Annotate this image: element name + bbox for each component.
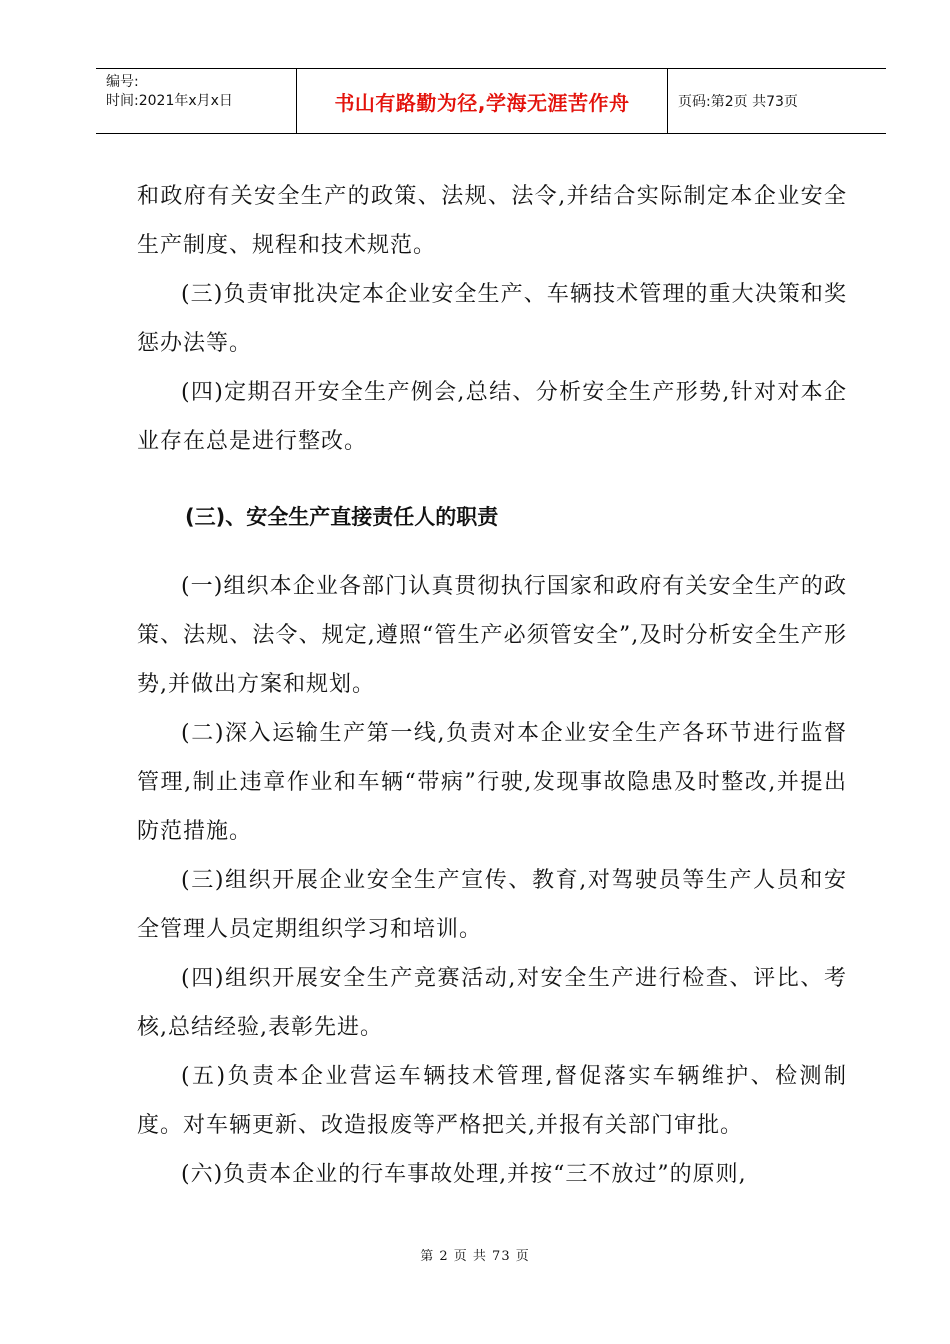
body-paragraph: (四)组织开展安全生产竞赛活动,对安全生产进行检查、评比、考核,总结经验,表彰先进。 bbox=[137, 966, 847, 1040]
document-number-label: 编号: bbox=[106, 74, 139, 90]
header-meta bbox=[96, 69, 296, 133]
body-paragraph: (二)深入运输生产第一线,负责对本企业安全生产各环节进行监督管理,制止违章作业和车辆“带病”行驶,发现事故隐患及时整改,并提出防范措施。 bbox=[137, 721, 847, 844]
body-paragraph: (五)负责本企业营运车辆技术管理,督促落实车辆维护、检测制度。对车辆更新、改造报废等严格把关,并报有关部门审批。 bbox=[137, 1064, 847, 1138]
document-header bbox=[96, 68, 886, 134]
document-body bbox=[137, 172, 847, 1199]
document-date-label: 时间:2021年x月x日 bbox=[106, 93, 233, 109]
header-page-info: 页码:第2页 共73页 bbox=[678, 94, 798, 110]
body-paragraph: (三)组织开展企业安全生产宣传、教育,对驾驶员等生产人员和安全管理人员定期组织学习和培训。 bbox=[137, 868, 847, 942]
body-paragraph: (六)负责本企业的行车事故处理,并按“三不放过”的原则, bbox=[181, 1162, 747, 1187]
body-paragraph: (一)组织本企业各部门认真贯彻执行国家和政府有关安全生产的政策、法规、法令、规定,遵照“管生产必须管安全”,及时分析安全生产形势,并做出方案和规划。 bbox=[137, 574, 847, 697]
body-paragraph: 和政府有关安全生产的政策、法规、法令,并结合实际制定本企业安全生产制度、规程和技术规范。 bbox=[137, 184, 847, 258]
page-footer: 第 2 页 共 73 页 bbox=[420, 1249, 530, 1264]
section-heading: (三)、安全生产直接责任人的职责 bbox=[185, 505, 499, 529]
header-divider-right bbox=[667, 69, 668, 133]
body-paragraph: (四)定期召开安全生产例会,总结、分析安全生产形势,针对对本企业存在总是进行整改。 bbox=[137, 380, 847, 454]
header-motto: 书山有路勤为径,学海无涯苦作舟 bbox=[334, 90, 630, 115]
body-paragraph: (三)负责审批决定本企业安全生产、车辆技术管理的重大决策和奖惩办法等。 bbox=[137, 282, 847, 356]
